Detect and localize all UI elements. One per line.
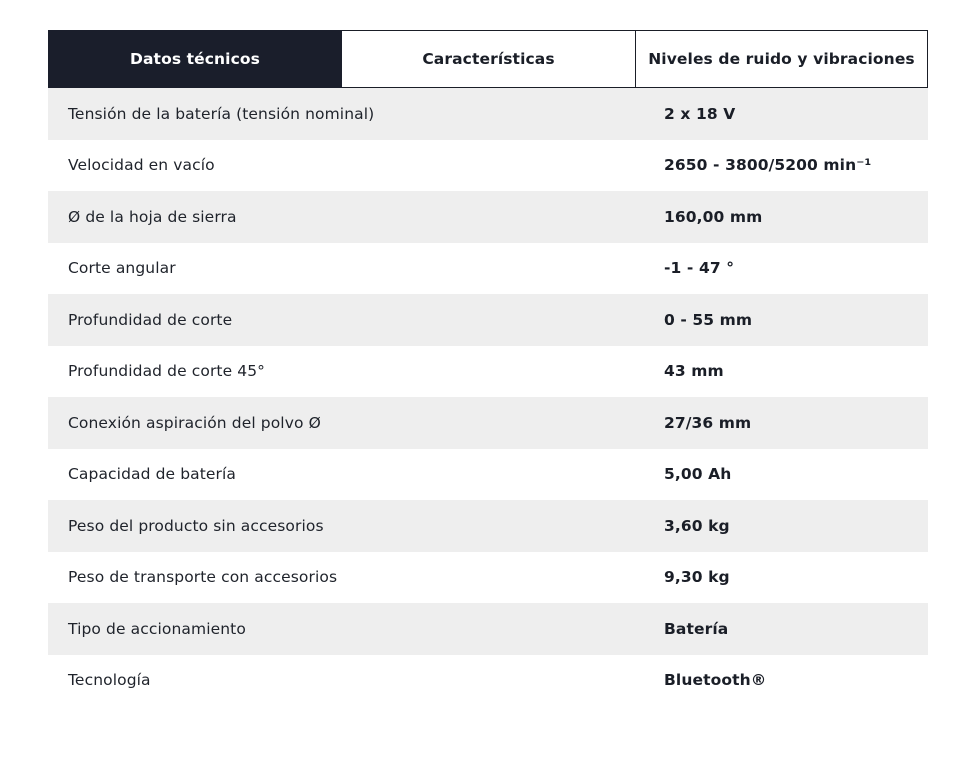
spec-row	[48, 655, 928, 707]
spec-tabs	[48, 30, 928, 88]
spec-row	[48, 191, 928, 243]
spec-label: Peso de transporte con accesorios	[68, 568, 338, 587]
spec-label: Conexión aspiración del polvo Ø	[68, 413, 321, 432]
spec-value: 2650 - 3800/5200 min⁻¹	[664, 156, 872, 175]
spec-label: Capacidad de batería	[68, 465, 237, 484]
spec-row	[48, 500, 928, 552]
spec-value: 9,30 kg	[664, 568, 730, 587]
spec-value: 160,00 mm	[664, 207, 763, 226]
spec-label: Profundidad de corte	[68, 310, 233, 329]
spec-label: Profundidad de corte 45°	[68, 362, 266, 381]
spec-value: 2 x 18 V	[664, 104, 736, 123]
spec-value: -1 - 47 °	[664, 259, 735, 278]
spec-row	[48, 397, 928, 449]
spec-row	[48, 603, 928, 655]
tab-niveles-ruido-vibraciones[interactable]: Niveles de ruido y vibraciones	[636, 30, 928, 88]
spec-value: 27/36 mm	[664, 413, 752, 432]
spec-value: Batería	[664, 619, 729, 638]
spec-label: Tipo de accionamiento	[68, 619, 246, 638]
spec-row	[48, 346, 928, 398]
spec-label: Peso del producto sin accesorios	[68, 516, 324, 535]
spec-table	[48, 88, 928, 706]
tab-datos-tecnicos[interactable]: Datos técnicos	[48, 30, 342, 88]
spec-label: Corte angular	[68, 259, 176, 278]
technical-specs-panel	[48, 30, 928, 706]
spec-row	[48, 552, 928, 604]
spec-label: Tensión de la batería (tensión nominal)	[68, 104, 375, 123]
spec-row	[48, 243, 928, 295]
spec-value: 0 - 55 mm	[664, 310, 753, 329]
spec-value: 5,00 Ah	[664, 465, 732, 484]
spec-row	[48, 449, 928, 501]
spec-label: Ø de la hoja de sierra	[68, 207, 237, 226]
spec-value: 3,60 kg	[664, 516, 730, 535]
spec-label: Velocidad en vacío	[68, 156, 215, 175]
tab-caracteristicas[interactable]: Características	[342, 30, 636, 88]
spec-value: 43 mm	[664, 362, 724, 381]
spec-row	[48, 88, 928, 140]
spec-row	[48, 140, 928, 192]
spec-value: Bluetooth®	[664, 671, 767, 690]
spec-label: Tecnología	[68, 671, 151, 690]
spec-row	[48, 294, 928, 346]
